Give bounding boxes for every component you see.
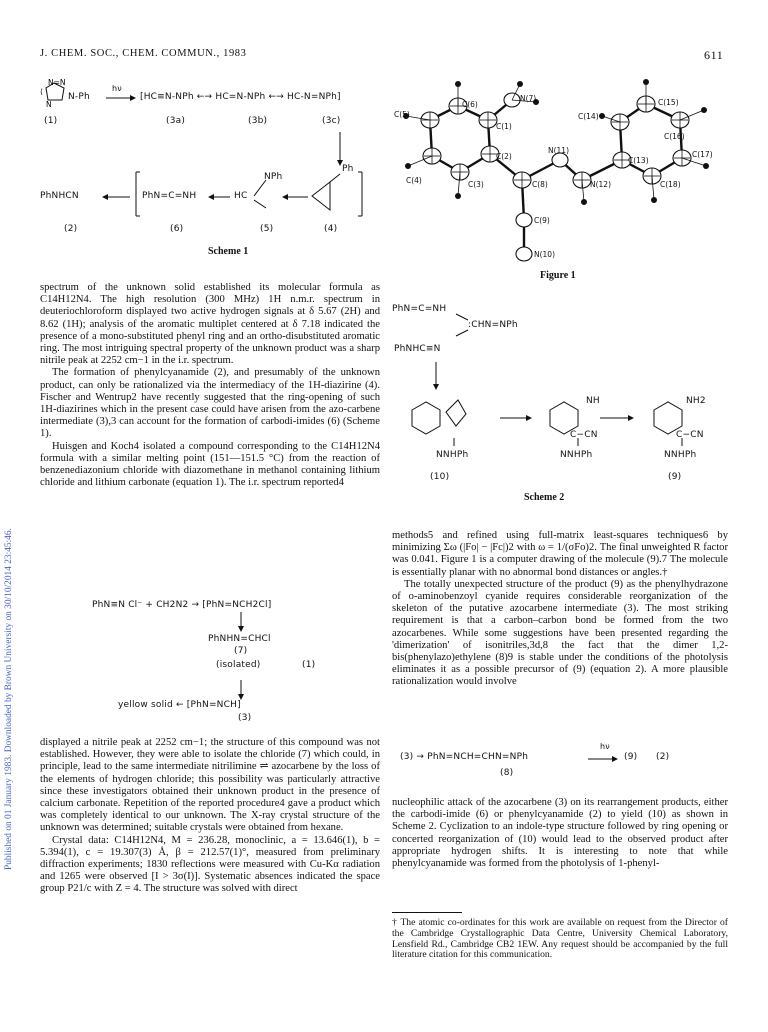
s2-nnhph-a: NNHPh (436, 450, 469, 460)
label-1: (1) (44, 116, 58, 126)
atom-label: N(12) (590, 180, 612, 189)
s2-nh: NH (586, 396, 600, 406)
figure-1 (392, 76, 728, 286)
atom-label: C(17) (692, 150, 713, 159)
phenylcyanamide: PhNHCN (40, 191, 79, 201)
label-3c: (3c) (322, 116, 341, 126)
carbene-5: HC (234, 191, 248, 201)
eq1-line3: (7) (234, 646, 248, 656)
paragraph: spectrum of the unknown solid established its molecular formula as C14H12N4. The high resolution (300 MHz) 1H n.m.r. spectrum in deuteriochloroform displayed two active hydrogen signals at δ 5.67 (2H) and 8.62 (1H); analysis of the aromatic multiplet centered at δ 7.18 indicated the presence of a mono-substituted phenyl ring and an ortho-disubstituted aromatic ring. The most intriguing spectral property of the unknown product was a sharp nitrile peak at 2252 cm−1 in the i.r. spectrum. (40, 282, 380, 367)
footnote-rule (392, 912, 462, 913)
eq1-number: (1) (302, 660, 316, 670)
atom-label: N(10) (534, 250, 556, 259)
label-3a: (3a) (166, 116, 186, 126)
svg-text:N=N: N=N (48, 78, 66, 87)
azocarbene-resonance: [HC≡N-NPh ←→ HC=N-NPh ←→ HC-N=NPh] (140, 92, 341, 102)
atom-label: C(13) (628, 156, 649, 165)
paragraph: displayed a nitrile peak at 2252 cm−1; the structure of this compound was not established. However, they were able to isolate the chloride (7) which could, in principle, lead to the same intermediate nitrilimine ⇌ azocarbene by the loss of the elements of hydrogen chloride; this possibility was particularly attractive since these investigators obtained their unknown product in the presence of calcium carbonate. Repetition of the reported procedure4 gave a product which was completely identical to our unknown. The X-ray crystal structure of the unknown was determined; suitable crystals were obtained from hexane. (40, 737, 380, 834)
atom-label: C(1) (496, 122, 512, 131)
left-column-top (40, 282, 380, 489)
label-4: (4) (324, 224, 338, 234)
right-column-top (392, 530, 728, 689)
figure-1-caption: Figure 1 (540, 270, 576, 281)
tetrazole-phenyl: N-Ph (68, 92, 90, 102)
scheme-2 (392, 296, 728, 506)
eq2-text: (3) → PhN=NCH=CHN=NPh (400, 752, 529, 762)
eq1-line5: yellow solid ← [PhN=NCH] (118, 700, 241, 710)
scheme-1 (40, 76, 380, 266)
s2-nnhph-c: NNHPh (664, 450, 697, 460)
s2-cn-a: C−CN (570, 430, 598, 440)
eq1-line4: (isolated) (216, 660, 261, 670)
atom-label: C(3) (468, 180, 484, 189)
atom-label: N(7) (520, 94, 537, 103)
download-note: Published on 01 January 1983. Downloaded by Brown University on 30/10/2014 23:45:46. (4, 528, 14, 870)
left-column-bottom (40, 737, 380, 896)
paragraph: methods5 and refined using full-matrix least-squares techniques6 by minimizing Σω (|Fo| − |Fc|)2 with ω = 1/(σFo)2. The final unweighted R factor was 0.041. Figure 1 is a computer drawing of the molecule (9).7 The molecule is essentially planar with no abnormal bond distances or angles.† (392, 530, 728, 578)
right-column-bottom (392, 797, 728, 870)
s2-cyanamide: PhNHC≡N (394, 344, 441, 354)
scheme-2-caption: Scheme 2 (524, 492, 565, 503)
s2-cn-b: C−CN (676, 430, 704, 440)
footnote: † The atomic co-ordinates for this work are available on request from the Director of the Cambridge Crystallographic Data Centre, University Chemical Laboratory, Lensfield Rd., Cambridge CB2 1EW. Any request should be accompanied by the full literature citation for this communication. (392, 917, 728, 961)
eq2-hv: hν (600, 742, 610, 751)
paragraph: nucleophilic attack of the azocarbene (3) on its rearrangement products, either the carbodi-imide (6) or phenylcyanamide (2) to yield (10) as shown in Scheme 2. Cyclization to an indole-type structure followed by ring opening or concerted reorganization of (10) would lead to the observed product after appropriate hydrogen shifts. It is interesting to note that while phenylcyanamide was formed from the photolysis of 1-phenyl- (392, 797, 728, 870)
eq2-label: (8) (500, 768, 514, 778)
eq2-product: (9) (624, 752, 638, 762)
scheme-1-caption: Scheme 1 (208, 246, 249, 257)
paragraph: The formation of phenylcyanamide (2), and presumably of the unknown product, can only be rationalized via the intermediacy of the 1H-diazirine (4). Fischer and Wentrup2 have recently suggested that the ring-opening of such 1H-diazirines which in the present case could have arisen from the azo-carbene intermediate (3),3 can account for the formation of carbodi-imides (6) (Scheme 1). (40, 367, 380, 440)
paragraph: Crystal data: C14H12N4, M = 236.28, monoclinic, a = 13.646(1), b = 5.394(1), c = 19.307(3) Å, β = 212.57(1)°, measured from preliminary diffraction experiments; 1830 reflections were measured with Cu-Kα radiation and 1265 were observed [I > 3σ(I)]. Systematic absences indicated the space group P21/c with Z = 4. The structure was solved with direct (40, 834, 380, 895)
atom-label: C(2) (496, 152, 512, 161)
scheme-1-structures (40, 76, 380, 266)
label-6: (6) (170, 224, 184, 234)
paragraph: The totally unexpected structure of the product (9) as the phenylhydrazone of o-aminobenzoyl cyanide requires considerable reorganization of the skeleton of the putative azocarbene intermediate (3). The most striking requirement is that a carbon–carbon bond be formed from the two azocarbenes. While some suggestions have been presented regarding the 'dimerization' of isonitriles,3d,8 the fact that the dimer 1,2-bis(phenylazo)ethylene (8)9 is stable under the conditions of the photolysis eliminates it as a possible precursor of (9) (equation 2). A more plausible rationalization would involve (392, 578, 728, 688)
atom-label: C(6) (462, 100, 478, 109)
carbodiimide: PhN=C=NH (142, 191, 197, 201)
label-3b: (3b) (248, 116, 268, 126)
s2-nnhph-b: NNHPh (560, 450, 593, 460)
label-9: (9) (668, 472, 682, 482)
s2-azocarbene: :CHN=NPh (468, 320, 518, 330)
paragraph: Huisgen and Koch4 isolated a compound corresponding to the C14H12N4 formula with a similar melting point (151—151.5 °C) from the reaction of benzenediazonium chloride with diazomethane in methanol containing lithium chloride and lithium carbonate (equation 1). The i.r. spectrum reported4 (40, 440, 380, 489)
s2-carbodiimide: PhN=C=NH (392, 304, 447, 314)
atom-label: C(14) (578, 112, 599, 121)
hv-label: hν (112, 84, 122, 93)
eq1-line2: PhNHN=CHCl (208, 634, 271, 644)
svg-text:N: N (46, 100, 52, 109)
label-5: (5) (260, 224, 274, 234)
atom-label: C(9) (534, 216, 550, 225)
atom-label: C(5) (394, 110, 410, 119)
label-2: (2) (64, 224, 78, 234)
label-10: (10) (430, 472, 450, 482)
s2-nh2: NH2 (686, 396, 706, 406)
atom-label: N(11) (548, 146, 570, 155)
eq2-number: (2) (656, 752, 670, 762)
svg-text:⟨: ⟨ (40, 87, 43, 96)
atom-label: C(16) (664, 132, 685, 141)
diazirine-ph: Ph (342, 164, 354, 174)
equation-2 (392, 742, 728, 782)
atom-label: C(8) (532, 180, 548, 189)
atom-label: C(4) (406, 176, 422, 185)
running-header: J. CHEM. SOC., CHEM. COMMUN., 1983 (40, 48, 247, 59)
atom-label: C(18) (660, 180, 681, 189)
eq1-line6: (3) (238, 713, 252, 723)
eq1-line1: PhN≡N Cl⁻ + CH2N2 → [PhN=NCH2Cl] (92, 600, 272, 610)
page-number: 611 (704, 48, 724, 62)
carbene-nph: NPh (264, 172, 283, 182)
atom-label: C(15) (658, 98, 679, 107)
equation-1 (40, 590, 380, 700)
